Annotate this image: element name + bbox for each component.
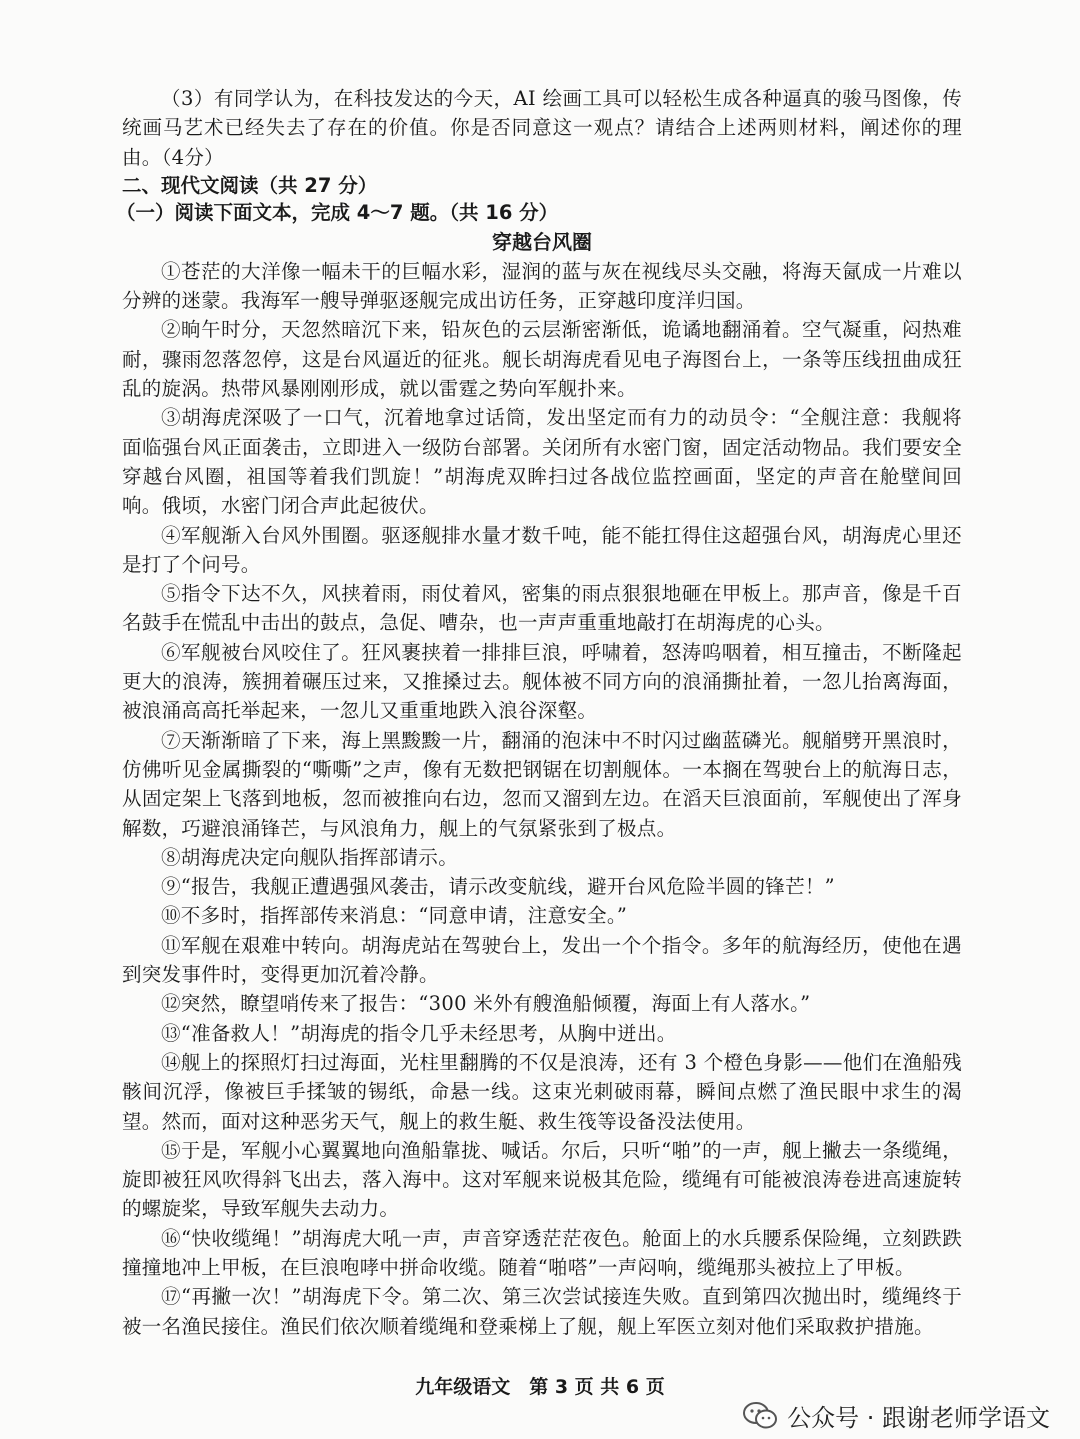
- watermark-text: 公众号 · 跟谢老师学语文: [787, 1404, 1050, 1432]
- subsection-title: （一）阅读下面文本，完成 4～7 题。（共 16 分）: [116, 200, 559, 224]
- paragraph-15: ⑮于是，军舰小心翼翼地向渔船靠拢、喊话。尔后，只听“啪”的一声，舰上撇去一条缆绳，旋即被狂风吹得斜飞出去，落入海中。这对军舰来说极其危险，缆绳有可能被浪涛卷进高速旋转的螺旋桨，导致军舰失去动力。: [122, 1138, 962, 1221]
- wechat-icon: [743, 1402, 777, 1430]
- paragraph-13: ⑬“准备救人！”胡海虎的指令几乎未经思考，从胸中迸出。: [161, 1021, 677, 1045]
- paragraph-5: ⑤指令下达不久，风挟着雨，雨仗着风，密集的雨点狠狠地砸在甲板上。那声音，像是千百名鼓手在慌乱中击出的鼓点，急促、嘈杂，也一声声重重地敲打在胡海虎的心头。: [122, 582, 962, 635]
- paragraph-12: ⑫突然，瞭望哨传来了报告：“300 米外有艘渔船倾覆，海面上有人落水。”: [161, 992, 811, 1016]
- paragraph-10: ⑩不多时，指挥部传来消息：“同意申请，注意安全。”: [161, 904, 628, 928]
- page-footer: 九年级语文 第 3 页 共 6 页: [415, 1376, 665, 1398]
- paragraph-16: ⑯“快收缆绳！”胡海虎大吼一声，声音穿透茫茫夜色。舱面上的水兵腰系保险绳，立刻跌跌撞撞地冲上甲板，在巨浪咆哮中拼命收缆。随着“啪嗒”一声闷响，缆绳那头被拉上了甲板。: [122, 1226, 962, 1279]
- paragraph-3: ③胡海虎深吸了一口气，沉着地拿过话筒，发出坚定而有力的动员令：“全舰注意：我舰将面临强台风正面袭击，立即进入一级防台部署。关闭所有水密门窗，固定活动物品。我们要安全穿越台风圈，祖国等着我们凯旋！”胡海虎双眸扫过各战位监控画面，坚定的声音在舱壁间回响。俄顷，水密门闭合声此起彼伏。: [122, 406, 962, 518]
- question-3: （3）有同学认为，在科技发达的今天，AI 绘画工具可以轻松生成各种逼真的骏马图像，传统画马艺术已经失去了存在的价值。你是否同意这一观点？请结合上述两则材料，阐述你的理由。（4分）: [122, 87, 962, 169]
- paragraph-9: ⑨“报告，我舰正遭遇强风袭击，请示改变航线，避开台风危险半圆的锋芒！”: [161, 875, 835, 899]
- paragraph-6: ⑥军舰被台风咬住了。狂风裹挟着一排排巨浪，呼啸着，怒涛呜咽着，相互撞击，不断隆起更大的浪涛，簇拥着碾压过来，又推搡过去。舰体被不同方向的浪涌撕扯着，一忽儿抬离海面，被浪涌高高托举起来，一忽儿又重重地跌入浪谷深壑。: [122, 640, 962, 723]
- paragraph-11: ⑪军舰在艰难中转向。胡海虎站在驾驶台上，发出一个个指令。多年的航海经历，使他在遇到突发事件时，变得更加沉着冷静。: [122, 933, 962, 987]
- paragraph-4: ④军舰渐入台风外围圈。驱逐舰排水量才数千吨，能不能扛得住这超强台风，胡海虎心里还是打了个问号。: [122, 523, 962, 576]
- paragraph-17: ⑰“再撇一次！”胡海虎下令。第二次、第三次尝试接连失败。直到第四次抛出时，缆绳终于被一名渔民接住。渔民们依次顺着缆绳和登乘梯上了舰，舰上军医立刻对他们采取救护措施。: [122, 1285, 962, 1338]
- paragraph-1: ①苍茫的大洋像一幅未干的巨幅水彩，湿润的蓝与灰在视线尽头交融，将海天氤成一片难以分辨的迷蒙。我海军一艘导弹驱逐舰完成出访任务，正穿越印度洋归国。: [122, 259, 962, 313]
- section-title: 二、现代文阅读（共 27 分）: [122, 173, 378, 197]
- article-title: 穿越台风圈: [492, 229, 592, 254]
- page-content: [116, 84, 962, 1341]
- paragraph-14: ⑭舰上的探照灯扫过海面，光柱里翻腾的不仅是浪涛，还有 3 个橙色身影——他们在渔船残骸间沉浮，像被巨手揉皱的锡纸，命悬一线。这束光刺破雨幕，瞬间点燃了渔民眼中求生的渴望。然而，面对这种恶劣天气，舰上的救生艇、救生筏等设备没法使用。: [122, 1050, 962, 1133]
- paragraph-2: ②晌午时分，天忽然暗沉下来，铅灰色的云层渐密渐低，诡谲地翻涌着。空气凝重，闷热难耐，骤雨忽落忽停，这是台风逼近的征兆。舰长胡海虎看见电子海图台上，一条等压线扭曲成狂乱的旋涡。热带风暴刚刚形成，就以雷霆之势向军舰扑来。: [122, 318, 962, 401]
- paragraph-8: ⑧胡海虎决定向舰队指挥部请示。: [161, 845, 459, 869]
- watermark: [743, 1398, 1050, 1433]
- paragraph-7: ⑦天渐渐暗了下来，海上黑黢黢一片，翻涌的泡沫中不时闪过幽蓝磷光。舰艏劈开黑浪时，仿佛听见金属撕裂的“嘶嘶”之声，像有无数把钢锯在切割舰体。一本搁在驾驶台上的航海日志，从固定架上飞落到地板，忽而被推向右边，忽而又溜到左边。在滔天巨浪面前，军舰使出了浑身解数，巧避浪涌锋芒，与风浪角力，舰上的气氛紧张到了极点。: [122, 728, 962, 840]
